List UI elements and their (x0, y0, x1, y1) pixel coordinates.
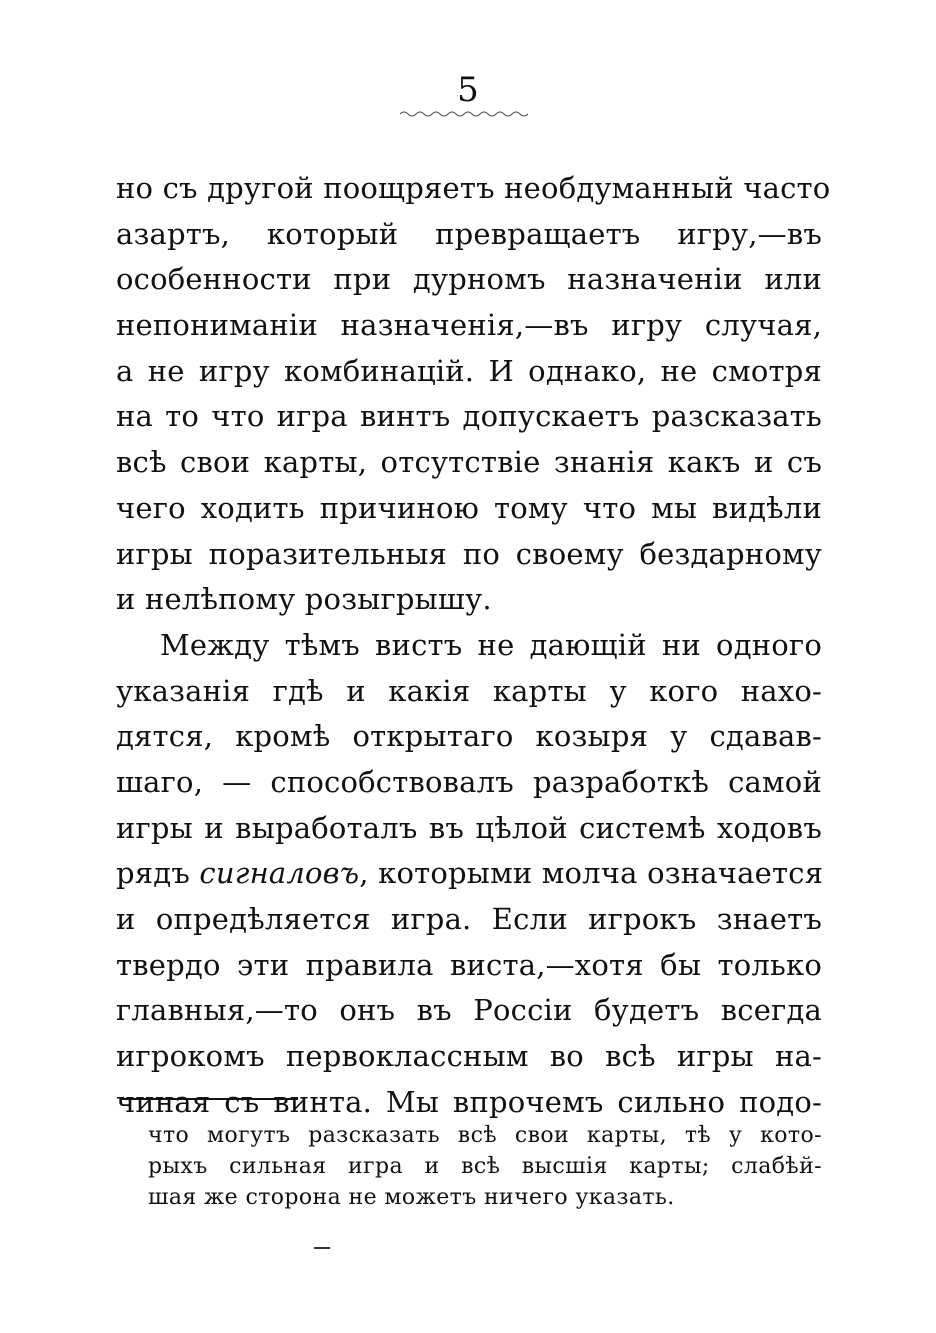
text-line: твердо эти правила виста,—хотя бы только (116, 947, 822, 982)
text-line: а не игру комбинацій. И однако, не смотря (116, 353, 822, 388)
footnote (148, 1120, 822, 1213)
text-line: игры и выработалъ въ цѣлой системѣ ходовъ (116, 810, 822, 845)
italic-term: сигналовъ (199, 856, 360, 891)
text-line: игры поразительныя по своему бездарному (116, 536, 822, 571)
text-line: Между тѣмъ вистъ не дающій ни одного (160, 627, 822, 662)
footnote-line: рыхъ сильная игра и всѣ высшія карты; слабѣй- (148, 1154, 822, 1179)
text-line: и опредѣляется игра. Если игрокъ знаетъ (116, 902, 822, 936)
main-text (116, 166, 831, 1125)
text-line: дятся, кромѣ открытаго козыря у сдавав- (116, 719, 822, 754)
text-line: азартъ, который превращаетъ игру,—въ (116, 216, 822, 251)
decorative-ornament (398, 108, 530, 120)
text-line: главныя,—то онъ въ Россіи будетъ всегда (116, 993, 822, 1028)
text-line: чиная съ винта. Мы впрочемъ сильно подо- (116, 1084, 822, 1119)
text-line: на то что игра винтъ допускаетъ разсказать (116, 399, 822, 434)
text-line: чего ходить причиною тому что мы видѣли (116, 490, 822, 525)
footnote-line: шая же сторона не можетъ ничего указать. (148, 1185, 675, 1210)
text-line: особенности при дурномъ назначеніи или (116, 262, 822, 297)
text-line: но съ другой поощряетъ необдуманный часто (116, 171, 831, 205)
text-fragment: рядъ (116, 856, 190, 891)
printer-mark (314, 1247, 330, 1249)
text-line: игрокомъ первоклассным во всѣ игры на- (116, 1039, 822, 1074)
page-number: 5 (457, 70, 479, 110)
footnote-line: что могутъ разсказать всѣ свои карты, тѣ у кото- (148, 1123, 822, 1148)
text-line: шаго, — способствовалъ разработкѣ самой (116, 764, 822, 799)
text-line: всѣ свои карты, отсутствіе знанія какъ и съ (116, 445, 822, 480)
text-fragment: , которыми молча означается (359, 856, 824, 891)
text-line: непониманіи назначенія,—въ игру случая, (116, 308, 822, 343)
text-line: указанія гдѣ и какія карты у кого нахо- (116, 673, 822, 708)
text-line (116, 851, 822, 897)
text-line: и нелѣпому розыгрышу. (116, 582, 492, 617)
footnote-divider (122, 1098, 298, 1100)
